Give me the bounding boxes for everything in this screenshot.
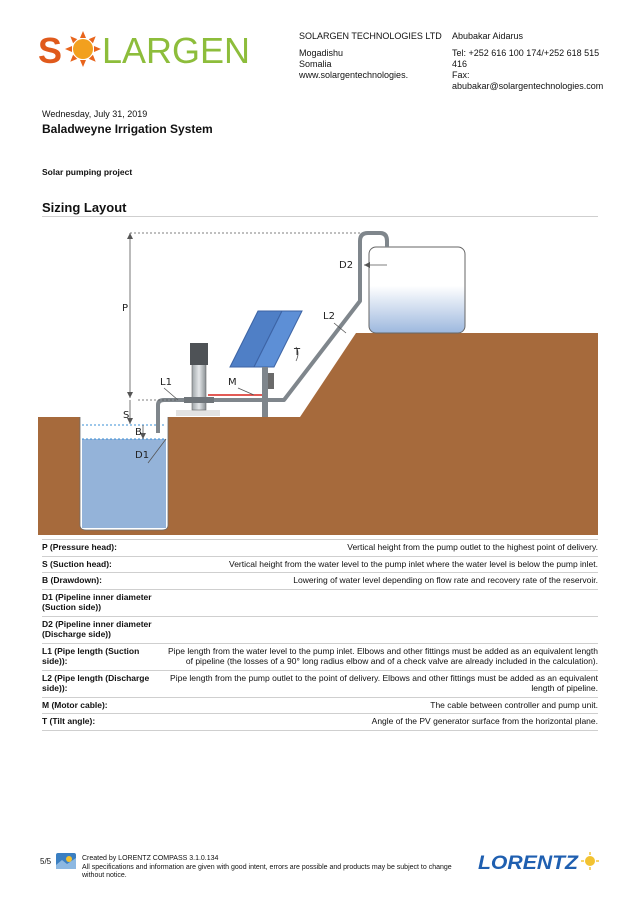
legend-row <box>42 556 598 573</box>
contact-name: Abubakar Aidarus <box>452 31 524 41</box>
legend-row <box>42 573 598 590</box>
svg-text:S: S <box>38 30 63 71</box>
label-m: M <box>228 377 237 388</box>
report-date: Wednesday, July 31, 2019 <box>42 109 148 119</box>
legend-row <box>42 616 598 643</box>
sun-icon <box>65 31 101 67</box>
contact-email: abubakar@solargentechnologies.com <box>452 81 604 91</box>
label-d1: D1 <box>135 450 150 461</box>
page-number: 5/5 <box>40 857 52 866</box>
well-water <box>82 439 166 528</box>
legend-term: L1 (Pipe length (Suction side)): <box>42 643 160 670</box>
sizing-layout-diagram <box>38 225 598 535</box>
sun-icon <box>581 852 599 870</box>
lorentz-wordmark: LORENTZ <box>478 853 580 874</box>
label-b: B <box>135 427 142 438</box>
section-title: Sizing Layout <box>42 200 127 215</box>
company-block <box>299 31 449 81</box>
lorentz-logo <box>478 851 598 873</box>
legend-desc: Angle of the PV generator surface from the horizontal plane. <box>160 714 598 731</box>
company-name: SOLARGEN TECHNOLOGIES LTD <box>299 31 442 41</box>
legend-desc: The cable between controller and pump unit. <box>160 697 598 714</box>
legend-row <box>42 589 598 616</box>
legend-term: B (Drawdown): <box>42 573 160 590</box>
contact-block <box>452 31 604 91</box>
svg-text:LARGEN: LARGEN <box>102 30 250 71</box>
label-p: P <box>122 303 129 314</box>
legend-term: D1 (Pipeline inner diameter (Suction side)) <box>42 589 160 616</box>
legend-term: P (Pressure head): <box>42 540 160 557</box>
legend-term: M (Motor cable): <box>42 697 160 714</box>
motor-cable <box>208 388 266 395</box>
label-l2: L2 <box>323 311 335 322</box>
legend-term: L2 (Pipe length (Discharge side)): <box>42 670 160 697</box>
legend-desc: Pipe length from the pump outlet to the point of delivery. Elbows and other fittings must be added as an equivalent length of pipeline. <box>160 670 598 697</box>
legend-desc: Vertical height from the pump outlet to the highest point of delivery. <box>160 540 598 557</box>
company-line: Mogadishu <box>299 48 344 58</box>
section-divider <box>42 216 598 217</box>
legend-row <box>42 714 598 731</box>
label-t: T <box>294 347 301 358</box>
legend-term: S (Suction head): <box>42 556 160 573</box>
legend-desc: Lowering of water level depending on flow rate and recovery rate of the reservoir. <box>160 573 598 590</box>
legend-row <box>42 670 598 697</box>
project-subtitle: Solar pumping project <box>42 167 133 177</box>
compass-icon <box>56 853 76 869</box>
project-title: Baladweyne Irrigation System <box>42 122 213 136</box>
contact-fax: Fax: <box>452 70 470 80</box>
legend-desc: Vertical height from the water level to the pump inlet where the water level is below the pump inlet. <box>160 556 598 573</box>
legend-term: D2 (Pipeline inner diameter (Discharge side)) <box>42 616 160 643</box>
legend-term: T (Tilt angle): <box>42 714 160 731</box>
solargen-logo <box>38 30 253 70</box>
company-line: www.solargentechnologies. <box>299 70 409 80</box>
sizing-legend-table <box>42 539 598 731</box>
label-s: S <box>123 410 130 421</box>
label-l1: L1 <box>160 377 172 388</box>
legend-desc: Pipe length from the water level to the pump inlet. Elbows and other fittings must be added as an equivalent length of pipeline (the losses of a 90° long radius elbow and of a check valve are already included in the calculation). <box>160 643 598 670</box>
contact-tel: Tel: +252 616 100 174/+252 618 515 416 <box>452 48 600 69</box>
legend-desc <box>160 616 598 643</box>
footer-line: All specifications and information are given with good intent, errors are possible and products may be subject to change without notice. <box>82 863 452 879</box>
legend-row <box>42 643 598 670</box>
footer-line: Created by LORENTZ COMPASS 3.1.0.134 <box>82 855 219 862</box>
legend-row <box>42 540 598 557</box>
label-d2: D2 <box>339 260 354 271</box>
water-tank <box>369 247 465 333</box>
company-line: Somalia <box>299 59 332 69</box>
footer-note <box>82 855 472 881</box>
legend-row <box>42 697 598 714</box>
legend-desc <box>160 589 598 616</box>
